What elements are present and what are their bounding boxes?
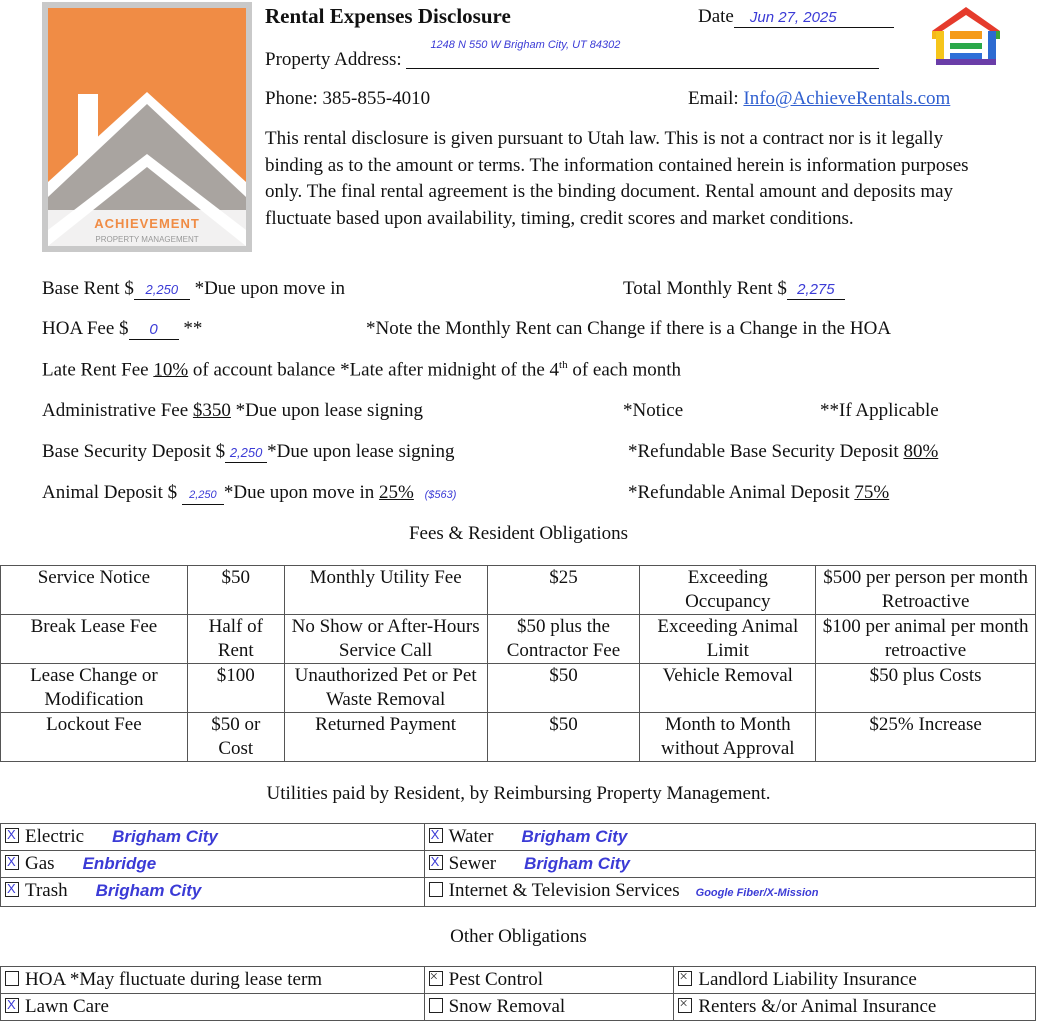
date-value: Jun 27, 2025 — [734, 9, 894, 28]
checkbox[interactable] — [429, 882, 443, 897]
other-table — [0, 966, 1036, 1021]
other-label: Lawn Care — [25, 996, 109, 1017]
checkbox[interactable] — [678, 998, 692, 1013]
utility-provider[interactable]: Brigham City — [524, 854, 630, 873]
admin-fee: Administrative Fee $350 *Due upon lease signing — [42, 400, 423, 421]
security-value[interactable]: 2,250 — [225, 444, 267, 463]
late-fee: Late Rent Fee 10% of account balance *Late after midnight of the 4th of each month — [42, 359, 682, 381]
utility-row — [1, 878, 1036, 907]
fee-cell: Half of Rent — [187, 615, 284, 664]
utility-item — [1, 851, 425, 878]
utility-provider[interactable]: Brigham City — [521, 827, 628, 846]
utility-label: Trash — [25, 880, 68, 901]
utility-label: Water — [448, 826, 494, 847]
utility-item — [424, 878, 1035, 907]
utility-provider[interactable]: Brigham City — [95, 881, 202, 900]
animal-deposit: Animal Deposit $ 2,250 *Due upon move in 25% ($563) — [42, 482, 457, 503]
notice: *Notice — [623, 400, 684, 421]
checkbox[interactable] — [429, 855, 443, 870]
checkbox[interactable] — [429, 971, 443, 986]
refund-animal: *Refundable Animal Deposit 75% — [628, 482, 890, 503]
checkbox[interactable] — [5, 855, 19, 870]
total-rent: Total Monthly Rent $ 2,275 — [623, 278, 845, 300]
other-label: Landlord Liability Insurance — [698, 969, 917, 990]
fee-row — [1, 664, 1036, 713]
fee-cell: $100 — [187, 664, 284, 713]
animal-value[interactable]: 2,250 — [182, 486, 224, 505]
other-row — [1, 994, 1036, 1021]
other-row — [1, 967, 1036, 994]
equal-housing-icon — [930, 5, 1002, 65]
other-label: Renters &/or Animal Insurance — [698, 996, 937, 1017]
checkbox[interactable] — [429, 828, 443, 843]
other-item — [674, 967, 1036, 994]
fee-cell: $50 — [487, 713, 640, 762]
fee-row — [1, 566, 1036, 615]
page-title: Rental Expenses Disclosure — [265, 4, 511, 28]
security-deposit: Base Security Deposit $ 2,250 *Due upon lease signing — [42, 441, 455, 462]
date-label: Date — [698, 6, 734, 27]
fee-cell: $25% Increase — [816, 713, 1036, 762]
checkbox[interactable] — [678, 971, 692, 986]
utility-item — [424, 824, 1035, 851]
other-item — [424, 967, 674, 994]
other-title: Other Obligations — [450, 926, 587, 947]
utilities-title: Utilities paid by Resident, by Reimbursing Property Management. — [266, 783, 771, 804]
fee-cell: $50 or Cost — [187, 713, 284, 762]
checkbox[interactable] — [5, 971, 19, 986]
achievement-logo — [42, 2, 252, 252]
utility-item — [424, 851, 1035, 878]
other-item — [674, 994, 1036, 1021]
fee-cell: No Show or After-Hours Service Call — [284, 615, 487, 664]
checkbox[interactable] — [5, 828, 19, 843]
hoa-fee: HOA Fee $ 0 ** — [42, 318, 203, 339]
email-label: Email: — [688, 88, 739, 109]
utility-label: Internet & Television Services — [448, 880, 680, 901]
other-item — [424, 994, 674, 1021]
fee-cell: $100 per animal per month retroactive — [816, 615, 1036, 664]
fee-cell: $50 plus Costs — [816, 664, 1036, 713]
fee-cell: $500 per person per month Retroactive — [816, 566, 1036, 615]
utility-label: Electric — [25, 826, 85, 847]
address-field[interactable] — [265, 39, 879, 71]
other-label: HOA *May fluctuate during lease term — [25, 969, 323, 990]
other-label: Pest Control — [448, 969, 544, 990]
address-line — [406, 39, 879, 69]
fee-cell: Unauthorized Pet or Pet Waste Removal — [284, 664, 487, 713]
fee-cell: Monthly Utility Fee — [284, 566, 487, 615]
if-applicable: **If Applicable — [820, 400, 939, 421]
fee-cell: Lockout Fee — [1, 713, 188, 762]
other-item — [1, 967, 425, 994]
disclaimer-text: This rental disclosure is given pursuant to Utah law. This is not a contract nor is it legally binding as to the amount or terms. The information contained herein is information purposes only. The final rental agreement is the binding document. Rental amount and deposits may fluctuate based upon availability, timing, credit scores and market conditions. — [265, 128, 969, 229]
fee-cell: $50 plus the Contractor Fee — [487, 615, 640, 664]
fee-cell: Lease Change or Modification — [1, 664, 188, 713]
other-label: Snow Removal — [448, 996, 566, 1017]
base-rent-value[interactable]: 2,250 — [134, 281, 190, 300]
fee-row — [1, 615, 1036, 664]
logo-subtext: PROPERTY MANAGEMENT — [95, 235, 199, 244]
utilities-table — [0, 823, 1036, 907]
fee-cell: Exceeding Occupancy — [640, 566, 816, 615]
utility-provider[interactable]: Google Fiber/X-Mission — [695, 887, 819, 899]
phone: Phone: 385-855-4010 — [265, 88, 431, 109]
hoa-value[interactable]: 0 — [129, 321, 179, 340]
fee-row — [1, 713, 1036, 762]
checkbox[interactable] — [5, 882, 19, 897]
utility-row — [1, 824, 1036, 851]
fee-cell: Returned Payment — [284, 713, 487, 762]
checkbox[interactable] — [5, 998, 19, 1013]
logo-text: ACHIEVEMENT — [94, 216, 200, 231]
fee-cell: $25 — [487, 566, 640, 615]
fee-cell: Service Notice — [1, 566, 188, 615]
refund-security: *Refundable Base Security Deposit 80% — [628, 441, 939, 462]
address-label: Property Address: — [265, 49, 402, 70]
fee-cell: Month to Month without Approval — [640, 713, 816, 762]
fee-cell: Exceeding Animal Limit — [640, 615, 816, 664]
utility-provider[interactable]: Enbridge — [82, 854, 157, 873]
email — [688, 88, 950, 110]
email-link[interactable]: Info@AchieveRentals.com — [743, 88, 951, 109]
utility-provider[interactable]: Brigham City — [112, 827, 218, 846]
fees-title: Fees & Resident Obligations — [408, 523, 628, 544]
utility-label: Sewer — [448, 853, 497, 874]
utility-row — [1, 851, 1036, 878]
fee-cell: $50 — [487, 664, 640, 713]
fees-table — [0, 565, 1036, 762]
total-rent-value[interactable]: 2,275 — [787, 281, 845, 300]
fee-cell: Break Lease Fee — [1, 615, 188, 664]
base-rent: Base Rent $ 2,250 *Due upon move in — [42, 278, 345, 299]
utility-label: Gas — [25, 853, 55, 874]
date-field[interactable] — [698, 6, 894, 28]
fee-cell: $50 — [187, 566, 284, 615]
other-item — [1, 994, 425, 1021]
checkbox[interactable] — [429, 998, 443, 1013]
utility-item — [1, 878, 425, 907]
address-value: 1248 N 550 W Brigham City, UT 84302 — [430, 39, 621, 51]
hoa-change-note: *Note the Monthly Rent can Change if there is a Change in the HOA — [366, 318, 892, 339]
utility-item — [1, 824, 425, 851]
fee-cell: Vehicle Removal — [640, 664, 816, 713]
